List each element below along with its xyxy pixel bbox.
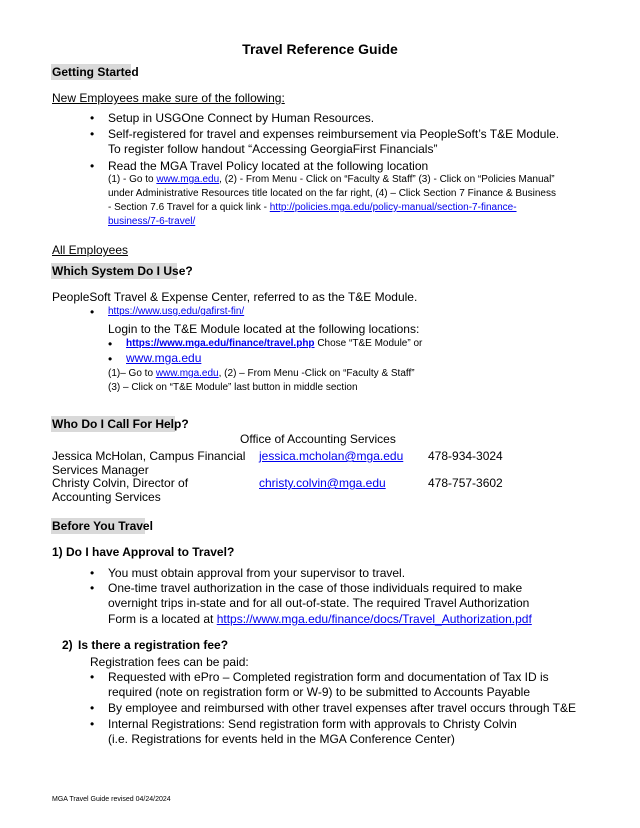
bullet: • — [90, 566, 95, 580]
text: Form is a located at — [108, 612, 217, 626]
list-item: Requested with ePro – Completed registration form and documentation of Tax ID is — [108, 670, 549, 684]
page-footer: MGA Travel Guide revised 04/24/2024 — [52, 796, 171, 803]
policy-step-2: under Administrative Resources title located on the far right, (4) – Click Section 7 Finance & Business — [108, 188, 556, 199]
usg-link-wrap — [108, 306, 244, 317]
section-heading-who-call: Who Do I Call For Help? — [52, 417, 189, 431]
registration-intro: Registration fees can be paid: — [90, 655, 249, 669]
contact-email[interactable]: jessica.mcholan@mga.edu — [259, 449, 404, 463]
mga-link[interactable]: www.mga.edu — [126, 351, 202, 365]
mga-link[interactable]: www.mga.edu — [156, 174, 220, 185]
te-step-1 — [108, 368, 415, 379]
text: , (2) – From Menu -Click on “Faculty & Staff” — [218, 368, 415, 379]
list-item: Read the MGA Travel Policy located at the following location — [108, 159, 429, 173]
list-item-cont: (i.e. Registrations for events held in the MGA Conference Center) — [108, 732, 455, 746]
list-item-cont: required (note on registration form or W-9) to be submitted to Accounts Payable — [108, 685, 530, 699]
list-item: By employee and reimbursed with other travel expenses after travel occurs through T&E — [108, 701, 577, 715]
bullet: • — [90, 717, 95, 731]
contact-phone: 478-934-3024 — [428, 449, 503, 463]
bullet: • — [90, 305, 95, 319]
policy-step-3 — [108, 202, 517, 213]
contact-email[interactable]: christy.colvin@mga.edu — [259, 476, 386, 490]
list-item: Internal Registrations: Send registration form with approvals to Christy Colvin — [108, 717, 517, 731]
bullet: • — [108, 352, 113, 366]
contact-name: Christy Colvin, Director of — [52, 476, 189, 490]
bullet: • — [90, 581, 95, 595]
travel-page-link[interactable]: https://www.mga.edu/finance/travel.php — [126, 338, 315, 349]
question-registration: Is there a registration fee? — [78, 638, 229, 652]
authorization-form-link[interactable]: https://www.mga.edu/finance/docs/Travel_Authorization.pdf — [216, 612, 532, 626]
list-item-cont: To register follow handout “Accessing GeorgiaFirst Financials” — [108, 142, 438, 156]
list-item-cont: overnight trips in-state and for all out-of-state. The required Travel Authorization — [108, 596, 530, 610]
page-title: Travel Reference Guide — [242, 41, 398, 57]
bullet: • — [90, 127, 95, 141]
bullet: • — [90, 111, 95, 125]
section-heading-which-system: Which System Do I Use? — [52, 264, 193, 278]
question-approval: 1) Do I have Approval to Travel? — [52, 545, 235, 559]
list-item: Self-registered for travel and expenses reimbursement via PeopleSoft’s T&E Module. — [108, 127, 560, 141]
text: - Section 7.6 Travel for a quick link - — [108, 202, 270, 213]
text: Chose “T&E Module” or — [314, 338, 423, 349]
contact-name: Jessica McHolan, Campus Financial — [52, 449, 246, 463]
list-item: One-time travel authorization in the case of those individuals required to make — [108, 581, 523, 595]
policy-step-4 — [108, 216, 195, 227]
policy-link-cont[interactable]: business/7-6-travel/ — [108, 216, 196, 227]
system-intro: PeopleSoft Travel & Expense Center, referred to as the T&E Module. — [52, 290, 418, 304]
section-heading-getting-started: Getting Started — [52, 65, 139, 79]
bullet: • — [90, 159, 95, 173]
contact-title: Accounting Services — [52, 490, 161, 504]
new-employees-label: New Employees make sure of the following: — [52, 91, 285, 105]
te-step-2: (3) – Click on “T&E Module” last button in middle section — [108, 382, 358, 393]
list-item-cont — [108, 612, 532, 626]
policy-link[interactable]: http://policies.mga.edu/policy-manual/section-7-finance- — [269, 202, 517, 213]
contact-title: Services Manager — [52, 463, 149, 477]
bullet: • — [108, 337, 113, 351]
contact-phone: 478-757-3602 — [428, 476, 503, 490]
mga-link[interactable]: www.mga.edu — [155, 368, 219, 379]
question-number: 2) — [62, 638, 73, 652]
travel-link-line — [126, 338, 422, 349]
section-heading-before-travel: Before You Travel — [52, 519, 153, 533]
policy-step-1 — [108, 174, 555, 185]
bullet: • — [90, 670, 95, 684]
mga-link-wrap — [126, 351, 201, 365]
office-label: Office of Accounting Services — [240, 432, 396, 446]
bullet: • — [90, 701, 95, 715]
all-employees-label: All Employees — [52, 243, 129, 257]
list-item: Setup in USGOne Connect by Human Resources. — [108, 111, 375, 125]
login-text: Login to the T&E Module located at the following locations: — [108, 322, 420, 336]
usg-link[interactable]: https://www.usg.edu/gafirst-fin/ — [108, 306, 245, 317]
text: (1) - Go to — [108, 174, 157, 185]
text: (1)– Go to — [108, 368, 156, 379]
list-item: You must obtain approval from your supervisor to travel. — [108, 566, 406, 580]
text: , (2) - From Menu - Click on “Faculty & Staff” (3) - Click on “Policies Manual” — [219, 174, 555, 185]
